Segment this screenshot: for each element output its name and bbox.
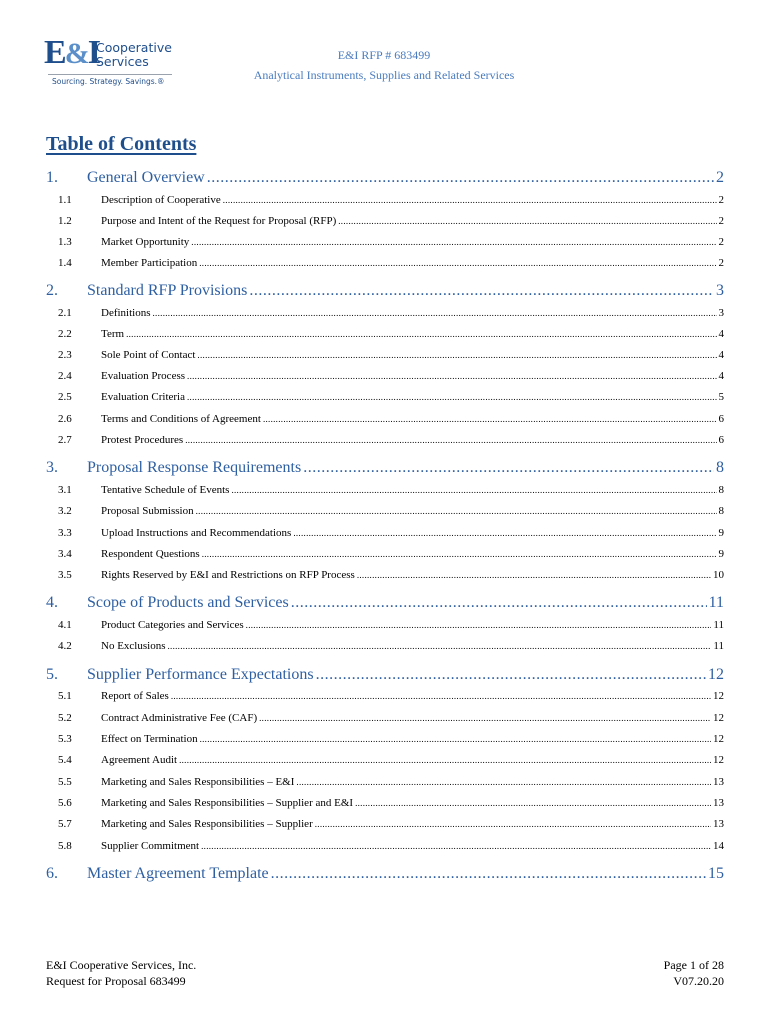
toc-leader — [187, 392, 717, 402]
toc-label: Evaluation Process — [101, 370, 186, 382]
toc-subsection[interactable] — [46, 505, 724, 517]
toc-leader — [171, 691, 711, 701]
toc-subsection[interactable] — [46, 569, 724, 581]
toc-page: 13 — [713, 776, 724, 788]
toc-page: 2 — [718, 257, 724, 269]
toc-page: 6 — [718, 413, 724, 425]
toc-page: 2 — [718, 215, 724, 227]
toc-subsection[interactable] — [46, 236, 724, 248]
toc-subsection[interactable] — [46, 307, 724, 319]
toc-leader — [199, 258, 716, 268]
toc-leader — [179, 755, 711, 765]
toc-label: Definitions — [101, 307, 151, 319]
toc-title: Table of Contents — [46, 133, 197, 155]
toc-subsection[interactable] — [46, 640, 724, 652]
toc-label: Marketing and Sales Responsibilities – Supplier — [101, 818, 313, 830]
toc-subsection[interactable] — [46, 733, 724, 745]
toc-leader — [296, 777, 711, 787]
footer-right — [664, 957, 724, 989]
toc-leader — [315, 819, 711, 829]
toc-page: 4 — [718, 349, 724, 361]
toc-page: 3 — [718, 307, 724, 319]
company-logo — [44, 36, 174, 92]
toc-label: Evaluation Criteria — [101, 391, 185, 403]
toc-subsection[interactable] — [46, 754, 724, 766]
toc-number: 2.4 — [58, 370, 72, 382]
toc-leader — [207, 169, 714, 187]
footer-page-info: Page 1 of 28 — [663, 958, 724, 972]
toc-page: 11 — [713, 640, 724, 652]
toc-label: Description of Cooperative — [101, 194, 221, 206]
toc-subsection[interactable] — [46, 370, 724, 382]
toc-page: 13 — [713, 818, 724, 830]
toc-leader — [191, 237, 716, 247]
toc-leader — [187, 371, 716, 381]
toc-number: 1. — [46, 169, 58, 186]
toc-page: 2 — [718, 236, 724, 248]
toc-subsection[interactable] — [46, 413, 724, 425]
footer-version: V07.20.20 — [673, 974, 724, 988]
toc-label: Member Participation — [101, 257, 198, 269]
toc-page: 11 — [708, 594, 724, 611]
toc-number: 3.4 — [58, 548, 72, 560]
toc-label: Upload Instructions and Recommendations — [101, 527, 292, 539]
toc-page: 12 — [708, 666, 724, 683]
logo-text: Cooperative Services — [96, 40, 172, 69]
toc-page: 14 — [713, 840, 724, 852]
toc-number: 2.1 — [58, 307, 72, 319]
toc-subsection[interactable] — [46, 797, 724, 809]
toc-number: 3.3 — [58, 527, 72, 539]
toc-leader — [293, 528, 716, 538]
toc-label: Product Categories and Services — [101, 619, 244, 631]
toc-subsection[interactable] — [46, 690, 724, 702]
toc-label: Sole Point of Contact — [101, 349, 196, 361]
toc-page: 8 — [718, 484, 724, 496]
toc-label: Supplier Performance Expectations — [87, 666, 314, 683]
toc-leader — [303, 459, 714, 477]
toc-page: 2 — [716, 169, 724, 186]
toc-label: Respondent Questions — [101, 548, 200, 560]
toc-number: 5.6 — [58, 797, 72, 809]
toc-number: 1.1 — [58, 194, 72, 206]
toc-label: Standard RFP Provisions — [87, 282, 248, 299]
toc-section[interactable] — [46, 169, 724, 187]
toc-leader — [200, 734, 711, 744]
toc-page: 12 — [713, 712, 724, 724]
toc-label: No Exclusions — [101, 640, 166, 652]
toc-section[interactable] — [46, 865, 724, 883]
toc-number: 2.7 — [58, 434, 72, 446]
toc-subsection[interactable] — [46, 215, 724, 227]
toc-label: Master Agreement Template — [87, 865, 269, 882]
toc-page: 9 — [718, 527, 724, 539]
toc-leader — [185, 435, 716, 445]
toc-leader — [271, 865, 706, 883]
toc-label: Protest Procedures — [101, 434, 184, 446]
toc-subsection[interactable] — [46, 776, 724, 788]
toc-number: 2. — [46, 282, 58, 299]
toc-number: 6. — [46, 865, 58, 882]
toc-label: Supplier Commitment — [101, 840, 200, 852]
toc-label: Term — [101, 328, 125, 340]
toc-leader — [126, 329, 716, 339]
toc-subsection[interactable] — [46, 548, 724, 560]
toc-number: 5. — [46, 666, 58, 683]
header-rfp-number: E&I RFP # 683499 — [337, 48, 431, 62]
toc-number: 2.2 — [58, 328, 72, 340]
toc-leader — [291, 594, 707, 612]
toc-number: 2.5 — [58, 391, 72, 403]
toc-subsection[interactable] — [46, 712, 724, 724]
toc-number: 5.2 — [58, 712, 72, 724]
toc-leader — [197, 350, 716, 360]
toc-section[interactable] — [46, 666, 724, 684]
toc-page: 6 — [718, 434, 724, 446]
toc-label: Scope of Products and Services — [87, 594, 289, 611]
toc-leader — [246, 620, 712, 630]
toc-number: 5.4 — [58, 754, 72, 766]
footer-document: Request for Proposal 683499 — [46, 974, 186, 988]
toc-number: 1.2 — [58, 215, 72, 227]
toc-subsection[interactable] — [46, 527, 724, 539]
toc-subsection[interactable] — [46, 619, 724, 631]
toc-subsection[interactable] — [46, 328, 724, 340]
toc-page: 12 — [713, 754, 724, 766]
toc-subsection[interactable] — [46, 818, 724, 830]
toc-number: 3.5 — [58, 569, 72, 581]
logo-tagline: Sourcing. Strategy. Savings.® — [52, 77, 165, 86]
toc-page: 4 — [718, 328, 724, 340]
toc-leader — [196, 506, 717, 516]
toc-label: Rights Reserved by E&I and Restrictions on RFP Process — [101, 569, 355, 581]
toc-leader — [338, 216, 716, 226]
toc-label: Terms and Conditions of Agreement — [101, 413, 261, 425]
toc-label: Proposal Response Requirements — [87, 459, 302, 476]
toc-label: Tentative Schedule of Events — [101, 484, 230, 496]
toc-page: 15 — [708, 865, 724, 882]
toc-page: 12 — [713, 733, 724, 745]
toc-subsection[interactable] — [46, 257, 724, 269]
toc-leader — [263, 414, 717, 424]
toc-leader — [231, 485, 716, 495]
toc-page: 13 — [713, 797, 724, 809]
toc-leader — [153, 308, 717, 318]
toc-number: 5.1 — [58, 690, 72, 702]
toc-label: Purpose and Intent of the Request for Proposal (RFP) — [101, 215, 337, 227]
toc-page: 8 — [718, 505, 724, 517]
toc-label: Proposal Submission — [101, 505, 194, 517]
toc-page: 4 — [718, 370, 724, 382]
toc-label: Agreement Audit — [101, 754, 178, 766]
footer-left — [46, 957, 196, 989]
toc-leader — [167, 641, 711, 651]
toc-subsection[interactable] — [46, 434, 724, 446]
toc-number: 2.6 — [58, 413, 72, 425]
toc-leader — [201, 841, 711, 851]
toc-page: 2 — [718, 194, 724, 206]
header-subtitle: Analytical Instruments, Supplies and Related Services — [253, 68, 515, 82]
logo-mark: E&I — [44, 34, 99, 71]
toc-page: 9 — [718, 548, 724, 560]
toc-number: 5.3 — [58, 733, 72, 745]
toc-number: 5.7 — [58, 818, 72, 830]
toc-page: 11 — [713, 619, 724, 631]
toc-leader — [202, 549, 717, 559]
footer-company: E&I Cooperative Services, Inc. — [46, 958, 197, 972]
toc-page: 3 — [716, 282, 724, 299]
toc-page: 8 — [716, 459, 724, 476]
toc-subsection[interactable] — [46, 391, 724, 403]
toc-number: 5.8 — [58, 840, 72, 852]
toc-leader — [316, 666, 706, 684]
toc-number: 4.2 — [58, 640, 72, 652]
toc-label: Contract Administrative Fee (CAF) — [101, 712, 258, 724]
toc-number: 1.3 — [58, 236, 72, 248]
toc-label: Report of Sales — [101, 690, 169, 702]
toc-number: 4. — [46, 594, 58, 611]
toc-page: 5 — [718, 391, 724, 403]
toc-section[interactable] — [46, 282, 724, 300]
toc-subsection[interactable] — [46, 840, 724, 852]
toc-number: 2.3 — [58, 349, 72, 361]
toc-label: Marketing and Sales Responsibilities – E&I — [101, 776, 295, 788]
toc-subsection[interactable] — [46, 484, 724, 496]
toc-leader — [223, 195, 717, 205]
toc-subsection[interactable] — [46, 194, 724, 206]
toc-section[interactable] — [46, 459, 724, 477]
toc-label: Marketing and Sales Responsibilities – Supplier and E&I — [101, 797, 354, 809]
toc-leader — [249, 282, 714, 300]
toc-leader — [259, 713, 711, 723]
toc-number: 5.5 — [58, 776, 72, 788]
toc-page: 12 — [713, 690, 724, 702]
toc-number: 1.4 — [58, 257, 72, 269]
toc-number: 4.1 — [58, 619, 72, 631]
toc-leader — [357, 570, 711, 580]
toc-label: General Overview — [87, 169, 205, 186]
toc-subsection[interactable] — [46, 349, 724, 361]
toc-number: 3. — [46, 459, 58, 476]
toc-label: Market Opportunity — [101, 236, 190, 248]
toc-leader — [355, 798, 711, 808]
logo-divider — [48, 74, 172, 75]
toc-number: 3.1 — [58, 484, 72, 496]
toc-label: Effect on Termination — [101, 733, 198, 745]
toc-section[interactable] — [46, 594, 724, 612]
toc-number: 3.2 — [58, 505, 72, 517]
toc-page: 10 — [713, 569, 724, 581]
